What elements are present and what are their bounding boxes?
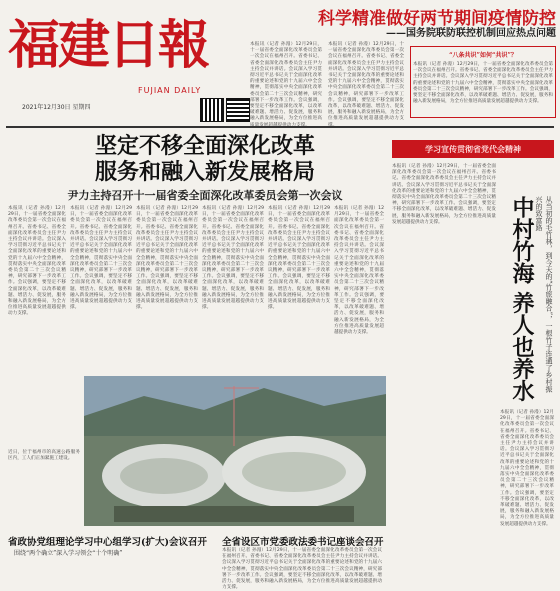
masthead-english: FUJIAN DAILY: [138, 86, 202, 95]
top-box-text: 本报讯（记者 孙漫）12月29日，十一届省委全面深化改革委员会第一次会议在福州召开。省委书记、省委全面深化改革委员会主任尹力主持会议并讲话。会议深入学习贯彻习近平总书记关于全面深化改革的重要论述和党的十九届六中全会精神，贯彻落实中央全面深化改革委员会第二十三次会议精神，研究部署下一步改革工作。会议强调，要坚定不移全面深化改革，以改革破难题、增活力、促发展，服务和融入新发展格局，为全方位推进高质量发展超越提供动力支撑。: [413, 62, 553, 105]
lead-col-3: 本报讯（记者 孙漫）12月29日，十一届省委全面深化改革委员会第一次会议在福州召开。省委书记、省委全面深化改革委员会主任尹力主持会议并讲话。会议深入学习贯彻习近平总书记关于全面深化改革的重要论述和党的十九届六中全会精神，贯彻落实中央全面深化改革委员会第二十三次会议精神，研究部署下一步改革工作。会议强调，要坚定不移全面深化改革，以改革破难题、增活力、促发展，服务和融入新发展格局，为全方位推进高质量发展超越提供动力支撑。: [136, 206, 198, 311]
lead-subhead: 尹力主持召开十一届省委全面深化改革委员会第一次会议: [67, 189, 343, 202]
bottom-mid-title[interactable]: 全省设区市党委政法委书记座谈会召开: [222, 537, 384, 548]
lead-col-5: 本报讯（记者 孙漫）12月29日，十一届省委全面深化改革委员会第一次会议在福州召开。省委书记、省委全面深化改革委员会主任尹力主持会议并讲话。会议深入学习贯彻习近平总书记关于全面深化改革的重要论述和党的十九届六中全会精神，贯彻落实中央全面深化改革委员会第二十三次会议精神，研究部署下一步改革工作。会议强调，要坚定不移全面深化改革，以改革破难题、增活力、促发展，服务和融入新发展格局，为全方位推进高质量发展超越提供动力支撑。: [268, 206, 330, 311]
top-story-subtitle: ——国务院联防联控机制回应热点问题: [386, 28, 556, 39]
stadium-photo-image: [84, 376, 386, 526]
qr-code-icon-2: [226, 98, 250, 122]
bottom-left-subtitle: 围绕“两个确立”深入学习领会“十个明确”: [14, 550, 123, 557]
right-col-2: 本报讯（记者 孙漫）12月29日，十一届省委全面深化改革委员会第一次会议在福州召开。省委书记、省委全面深化改革委员会主任尹力主持会议并讲话。会议深入学习贯彻习近平总书记关于全面深化改革的重要论述和党的十九届六中全会精神，贯彻落实中央全面深化改革委员会第二十三次会议精神，研究部署下一步改革工作。会议强调，要坚定不移全面深化改革，以改革破难题、增活力、促发展，服务和融入新发展格局，为全方位推进高质量发展超越提供动力支撑。: [500, 410, 554, 527]
lead-col-6: 本报讯（记者 孙漫）12月29日，十一届省委全面深化改革委员会第一次会议在福州召开。省委书记、省委全面深化改革委员会主任尹力主持会议并讲话。会议深入学习贯彻习近平总书记关于全面深化改革的重要论述和党的十九届六中全会精神，贯彻落实中央全面深化改革委员会第二十三次会议精神，研究部署下一步改革工作。会议强调，要坚定不移全面深化改革，以改革破难题、增活力、促发展，服务和融入新发展格局，为全方位推进高质量发展超越提供动力支撑。: [334, 206, 384, 336]
news-photo: [84, 376, 386, 526]
right-col-1: 本报讯（记者 孙漫）12月29日，十一届省委全面深化改革委员会第一次会议在福州召开。省委书记、省委全面深化改革委员会主任尹力主持会议并讲话。会议深入学习贯彻习近平总书记关于全面深化改革的重要论述和党的十九届六中全会精神，贯彻落实中央全面深化改革委员会第二十三次会议精神，研究部署下一步改革工作。会议强调，要坚定不移全面深化改革，以改革破难题、增活力、促发展，服务和融入新发展格局，为全方位推进高质量发展超越提供动力支撑。: [392, 164, 496, 225]
photo-caption: 近日，位于福州市的高速公路服务区内，工人们正加紧施工建设。: [8, 450, 80, 462]
right-feature-title[interactable]: 中村竹海 养人也养水: [509, 196, 535, 402]
divider: [6, 126, 554, 128]
right-banner[interactable]: 学习宣传贯彻省党代会精神: [392, 140, 554, 158]
dateline: 2021年12月30日 星期四: [22, 104, 91, 111]
top-story-box: [410, 46, 556, 118]
qr-code-icon: [200, 98, 224, 122]
masthead-title: 福建日報: [8, 15, 209, 76]
bottom-mid-text: 本报讯（记者 孙漫）12月29日，十一届省委全面深化改革委员会第一次会议在福州召开。省委书记、省委全面深化改革委员会主任尹力主持会议并讲话。会议深入学习贯彻习近平总书记关于全面深化改革的重要论述和党的十九届六中全会精神，贯彻落实中央全面深化改革委员会第二十三次会议精神，研究部署下一步改革工作。会议强调，要坚定不移全面深化改革，以改革破难题、增活力、促发展，服务和融入新发展格局，为全方位推进高质量发展超越提供动力支撑。: [222, 548, 382, 591]
top-story-col-1: 本报讯（记者 孙漫）12月29日，十一届省委全面深化改革委员会第一次会议在福州召开。省委书记、省委全面深化改革委员会主任尹力主持会议并讲话。会议深入学习贯彻习近平总书记关于全面深化改革的重要论述和党的十九届六中全会精神，贯彻落实中央全面深化改革委员会第二十三次会议精神，研究部署下一步改革工作。会议强调，要坚定不移全面深化改革，以改革破难题、增活力、促发展，服务和融入新发展格局，为全方位推进高: [250, 42, 322, 122]
top-box-label: “八条共识”如何“共识”？: [449, 52, 517, 59]
lead-col-1: 本报讯（记者 孙漫）12月29日，十一届省委全面深化改革委员会第一次会议在福州召开。省委书记、省委全面深化改革委员会主任尹力主持会议并讲话。会议深入学习贯彻习近平总书记关于全面深化改革的重要论述和党的十九届六中全会精神，贯彻落实中央全面深化改革委员会第二十三次会议精神，研究部署下一步改革工作。会议强调，要坚定不移全面深化改革，以改革破难题、增活力、促发展，服务和融入新发展格局，为全方位推进高质量发展超越提供动力支撑。: [8, 206, 66, 317]
lead-col-4: 本报讯（记者 孙漫）12月29日，十一届省委全面深化改革委员会第一次会议在福州召开。省委书记、省委全面深化改革委员会主任尹力主持会议并讲话。会议深入学习贯彻习近平总书记关于全面深化改革的重要论述和党的十九届六中全会精神，贯彻落实中央全面深化改革委员会第二十三次会议精神，研究部署下一步改革工作。会议强调，要坚定不移全面深化改革，以改革破难题、增活力、促发展，服务和融入新发展格局，为全方位推进高质量发展超越提供动力支撑。: [202, 206, 264, 311]
lead-col-2: 本报讯（记者 孙漫）12月29日，十一届省委全面深化改革委员会第一次会议在福州召开。省委书记、省委全面深化改革委员会主任尹力主持会议并讲话。会议深入学习贯彻习近平总书记关于全面深化改革的重要论述和党的十九届六中全会精神，贯彻落实中央全面深化改革委员会第二十三次会议精神，研究部署下一步改革工作。会议强调，要坚定不移全面深化改革，以改革破难题、增活力、促发展，服务和融入新发展格局，为全方位推进高质量发展超越提供动力支撑。: [70, 206, 132, 311]
right-feature-subtitle: 从当初的毛竹林，到今天的“竹旅融合”，一根竹子连通了乡村振兴的致富路: [535, 196, 553, 393]
bottom-left-title[interactable]: 省政协党组理论学习中心组学习(扩大)会议召开: [8, 537, 207, 548]
lead-headline[interactable]: 坚定不移全面深化改革 服务和融入新发展格局: [94, 133, 315, 185]
top-story-title[interactable]: 科学精准做好两节期间疫情防控: [318, 9, 556, 29]
top-story-col-2: 本报讯（记者 孙漫）12月29日，十一届省委全面深化改革委员会第一次会议在福州召开。省委书记、省委全面深化改革委员会主任尹力主持会议并讲话。会议深入学习贯彻习近平总书记关于全面深化改革的重要论述和党的十九届六中全会精神，贯彻落实中央全面深化改革委员会第二十三次会议精神，研究部署下一步改革工作。会议强调，要坚定不移全面深化改革，以改革破难题、增活力、促发展，服务和融入新发展格局，为全方位推进高质量发展超越提供动力支: [328, 42, 404, 122]
